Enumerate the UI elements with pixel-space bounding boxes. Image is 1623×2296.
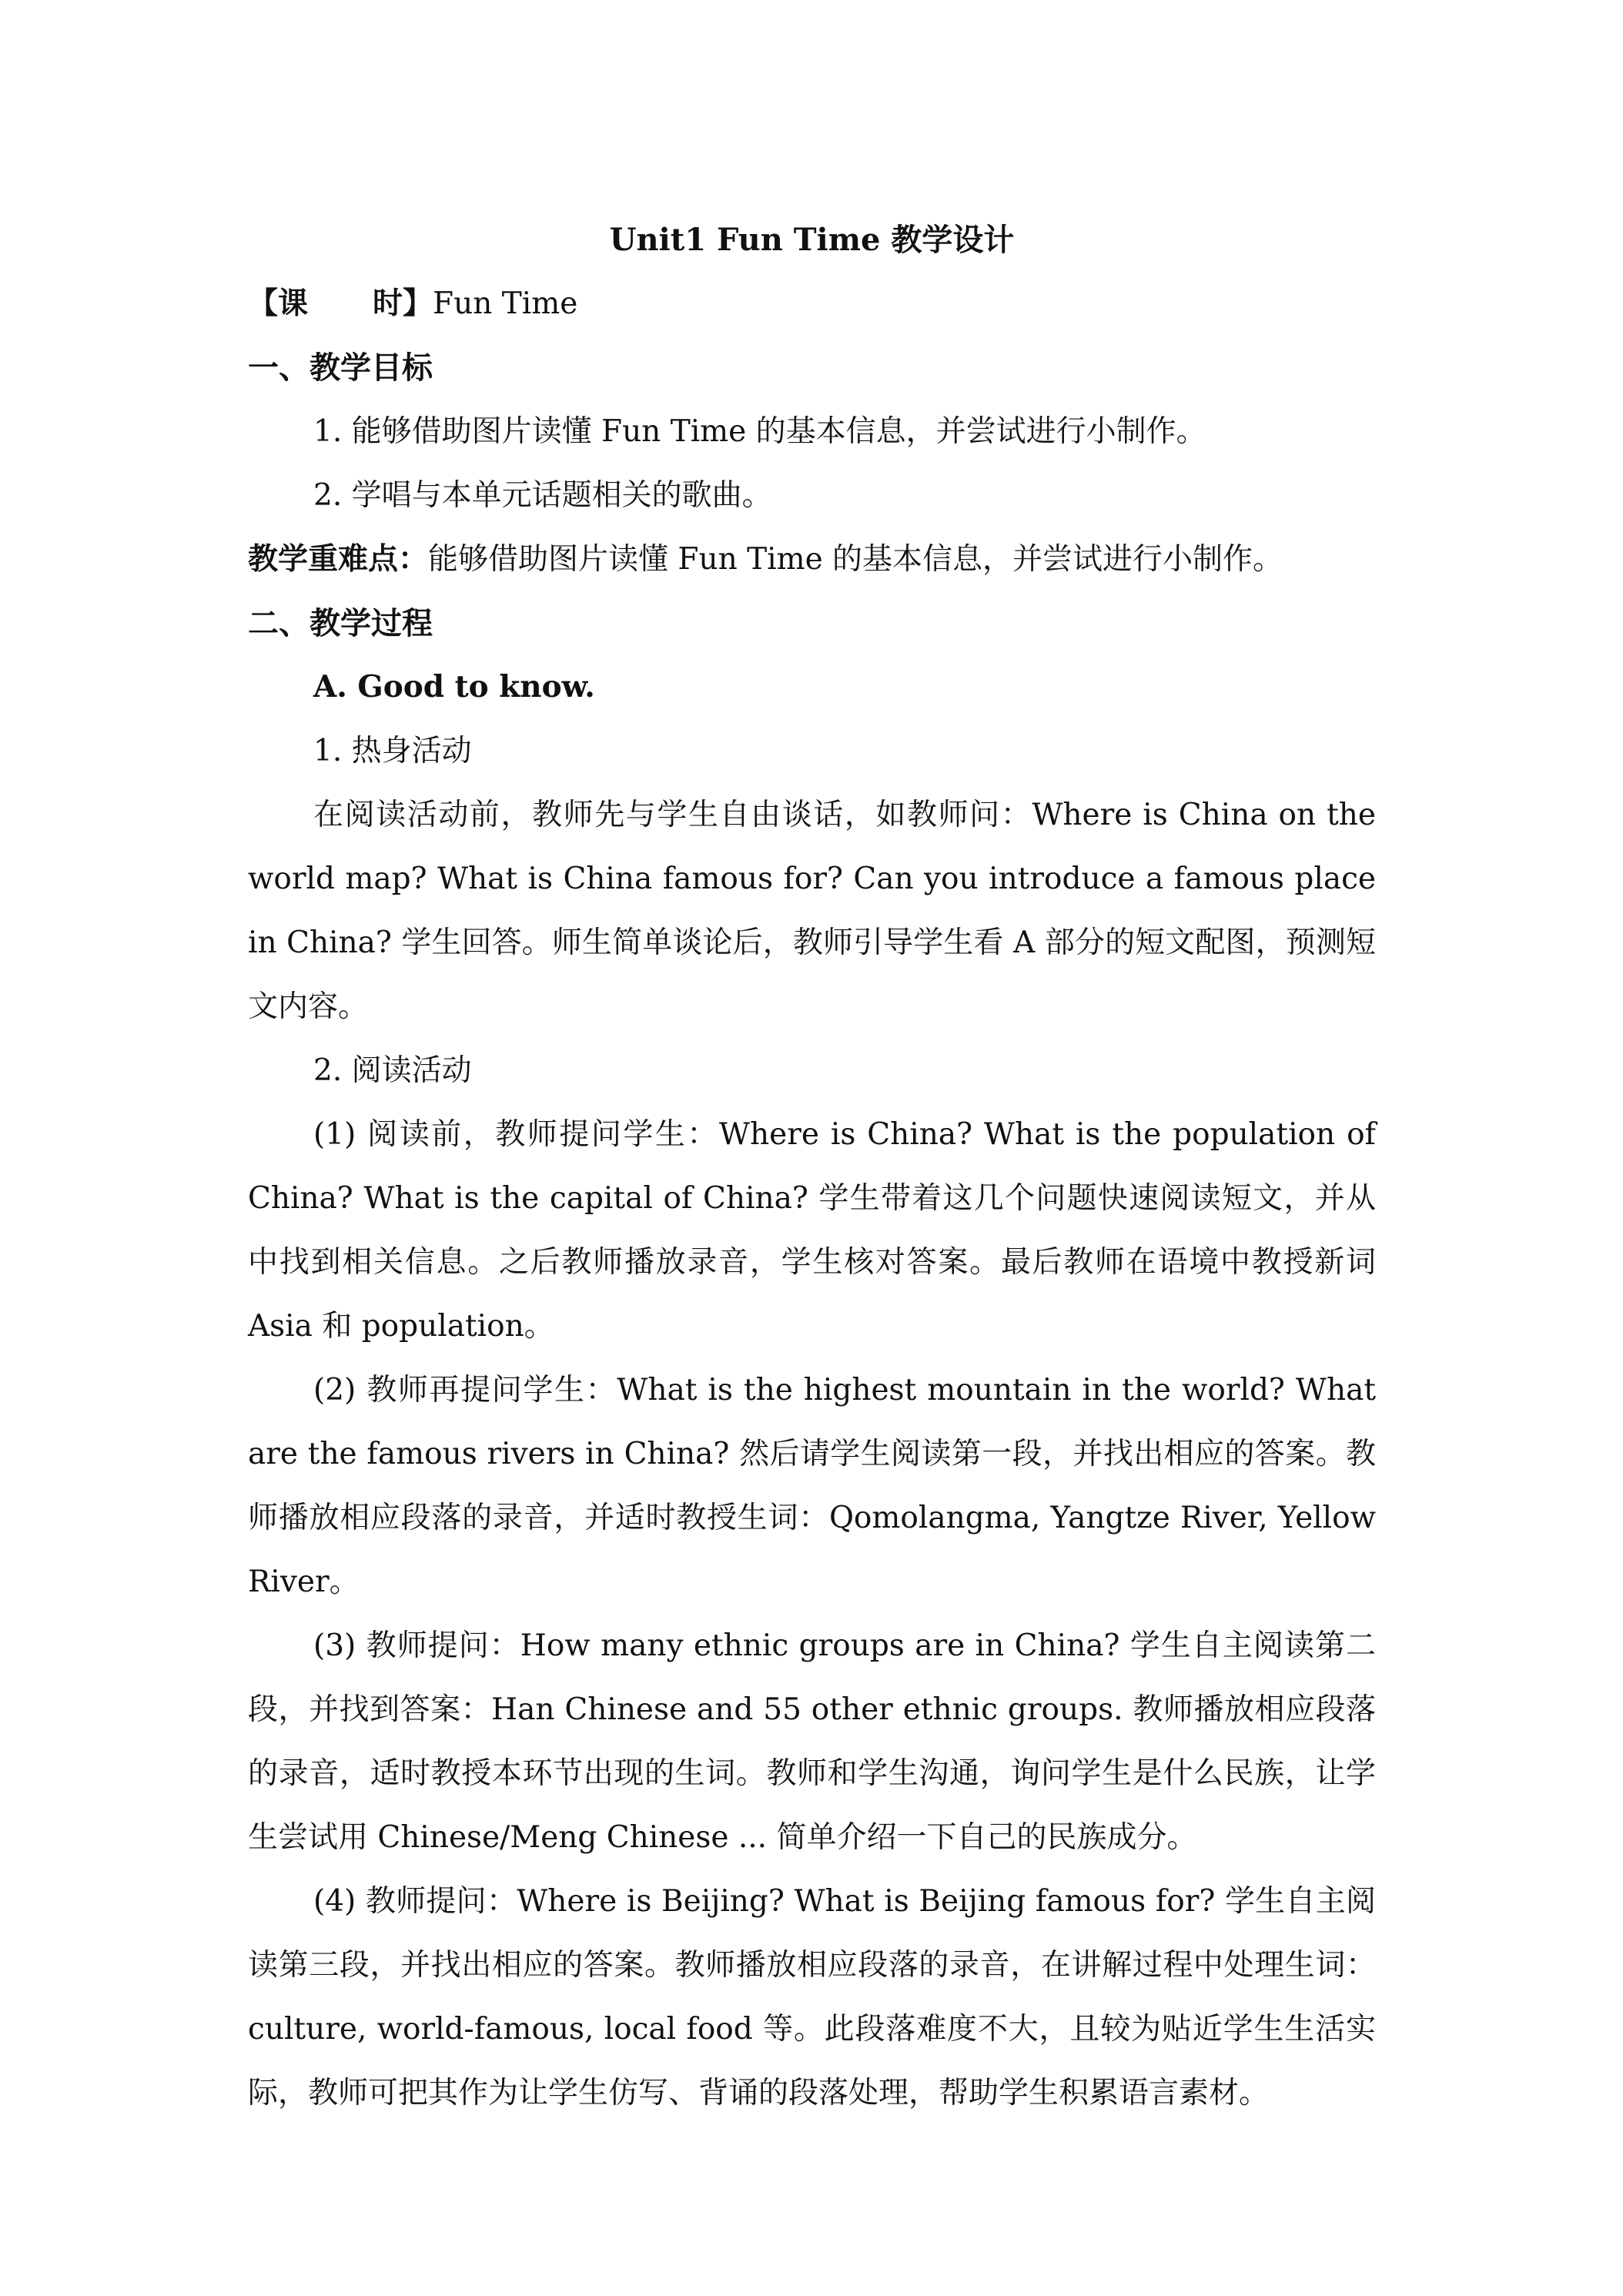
reading-paragraph-4: (4) 教师提问：Where is Beijing? What is Beijing famous for? 学生自主阅读第三段，并找出相应的答案。教师播放相应段落的录音，在讲解过程中处理生词：culture, world-famous, local food 等。此段落难度不大，且较为贴近学生生活实际，教师可把其作为让学生仿写、背诵的段落处理，帮助学生积累语言素材。 [248, 1884, 1376, 2110]
lesson-label-open: 【课 [248, 286, 309, 321]
section1-heading: 一、教学目标 [248, 350, 433, 386]
reading-paragraph-3: (3) 教师提问：How many ethnic groups are in China? 学生自主阅读第二段，并找到答案：Han Chinese and 55 other ethnic groups. 教师播放相应段落的录音，适时教授本环节出现的生词。教师和学生沟通，询问学生是什么民族，让学生尝试用 Chinese/Meng Chinese ... 简单介绍一下自己的民族成分。 [248, 1628, 1376, 1855]
lesson-value: Fun Time [433, 286, 578, 321]
step2-title: 2. 阅读活动 [313, 1053, 472, 1088]
objective-item-2: 2. 学唱与本单元话题相关的歌曲。 [313, 478, 772, 513]
section2-heading: 二、教学过程 [248, 605, 433, 641]
lesson-label [248, 286, 433, 321]
step1-paragraph: 在阅读活动前，教师先与学生自由谈话，如教师问：Where is China on the world map? What is China famous for? Can you introduce a famous place in China? 学生回答。师生简单谈论后，教师引导学生看 A 部分的短文配图，预测短文内容。 [248, 798, 1376, 1024]
step1-title: 1. 热身活动 [313, 734, 472, 768]
reading-paragraph-2: (2) 教师再提问学生：What is the highest mountain in the world? What are the famous rivers in China? 然后请学生阅读第一段，并找出相应的答案。教师播放相应段落的录音，并适时教授生词：Qomolangma, Yangtze River, Yellow River。 [248, 1373, 1376, 1599]
document-body [248, 208, 1376, 2125]
key-points-line [248, 527, 1376, 591]
key-points-text: 能够借助图片读懂 Fun Time 的基本信息，并尝试进行小制作。 [428, 542, 1283, 577]
objective-item-1: 1. 能够借助图片读懂 Fun Time 的基本信息，并尝试进行小制作。 [313, 414, 1206, 449]
section2-subheading: A. Good to know. [313, 669, 595, 705]
reading-paragraph-1: (1) 阅读前，教师提问学生：Where is China? What is the population of China? What is the capital of China? 学生带着这几个问题快速阅读短文，并从中找到相关信息。之后教师播放录音，学生核对答案。最后教师在语境中教授新词 Asia 和 population。 [248, 1117, 1376, 1344]
lesson-label-close: 时】 [373, 286, 433, 321]
key-points-label: 教学重难点： [248, 541, 429, 577]
lesson-line [248, 272, 1376, 336]
document-title: Unit1 Fun Time 教学设计 [609, 222, 1015, 258]
